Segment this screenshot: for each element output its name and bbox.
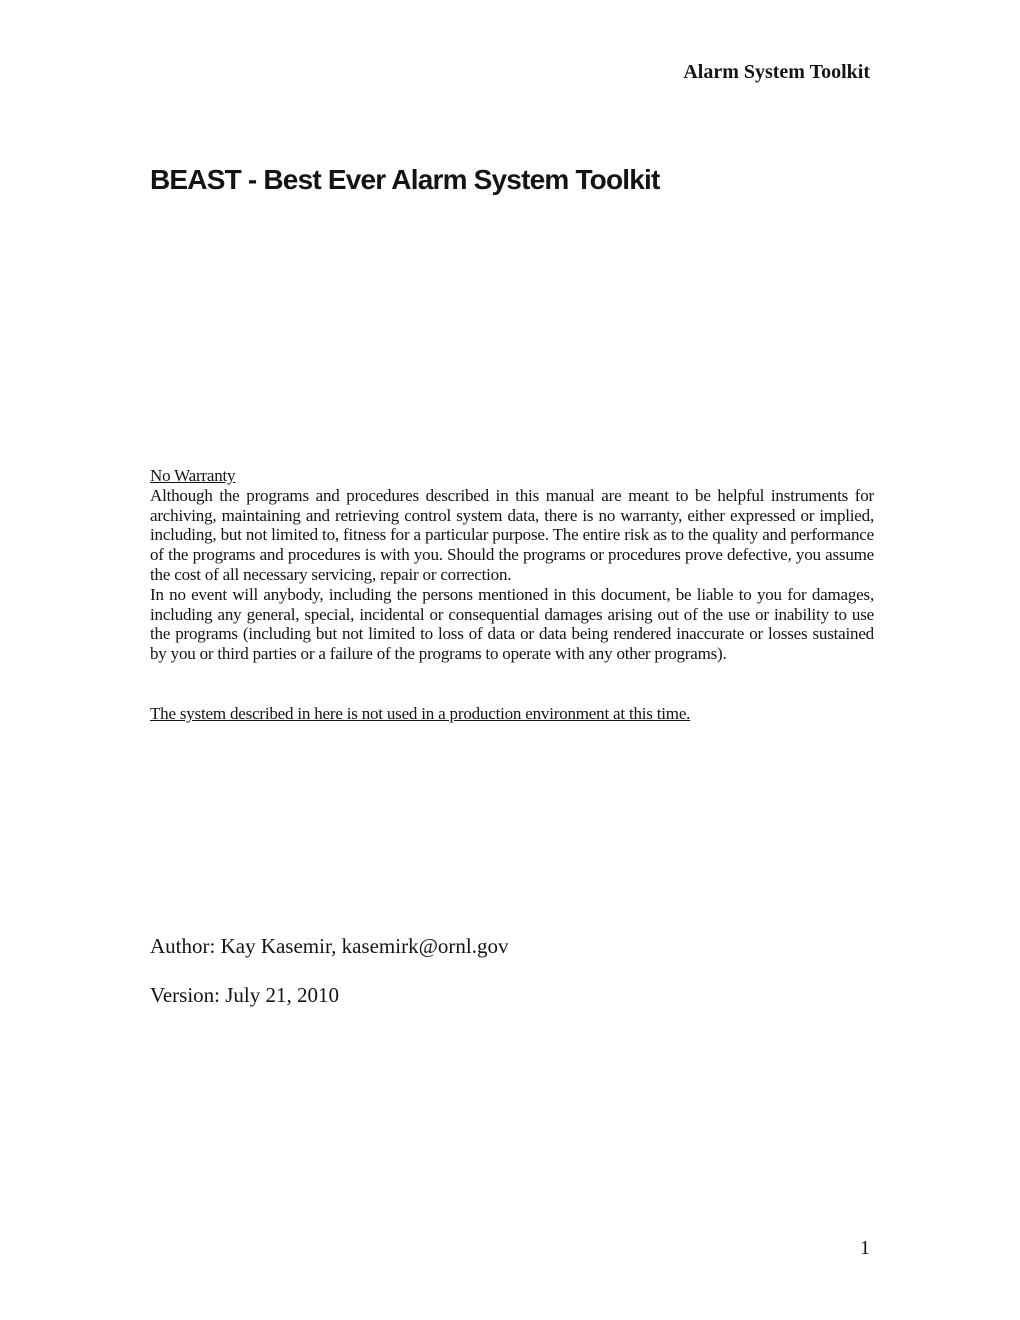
warranty-heading: No Warranty — [150, 466, 236, 485]
page-number: 1 — [860, 1237, 870, 1259]
running-header: Alarm System Toolkit — [683, 61, 870, 83]
version-line: Version: July 21, 2010 — [150, 983, 339, 1007]
warranty-paragraph: In no event will anybody, including the persons mentioned in this document, be liable to you for damages, including any general, special, incidental or consequential damages arising out of the use or inability to use the programs (including but not limited to loss of data or data being rendered inaccurate or losses sustained by you or third parties or a failure of the programs to operate with any other programs). — [150, 584, 874, 664]
author-line: Author: Kay Kasemir, kasemirk@ornl.gov — [150, 934, 509, 958]
document-title: BEAST - Best Ever Alarm System Toolkit — [150, 163, 660, 195]
warranty-section — [150, 466, 874, 664]
warranty-paragraph: Although the programs and procedures described in this manual are meant to be helpful instruments for archiving, maintaining and retrieving control system data, there is no warranty, either expressed or implied, including, but not limited to, fitness for a particular purpose. The entire risk as to the quality and performance of the programs and procedures is with you. Should the programs or procedures prove defective, you assume the cost of all necessary servicing, repair or correction. — [150, 485, 874, 584]
production-environment-note: The system described in here is not used in a production environment at this time. — [150, 704, 691, 723]
